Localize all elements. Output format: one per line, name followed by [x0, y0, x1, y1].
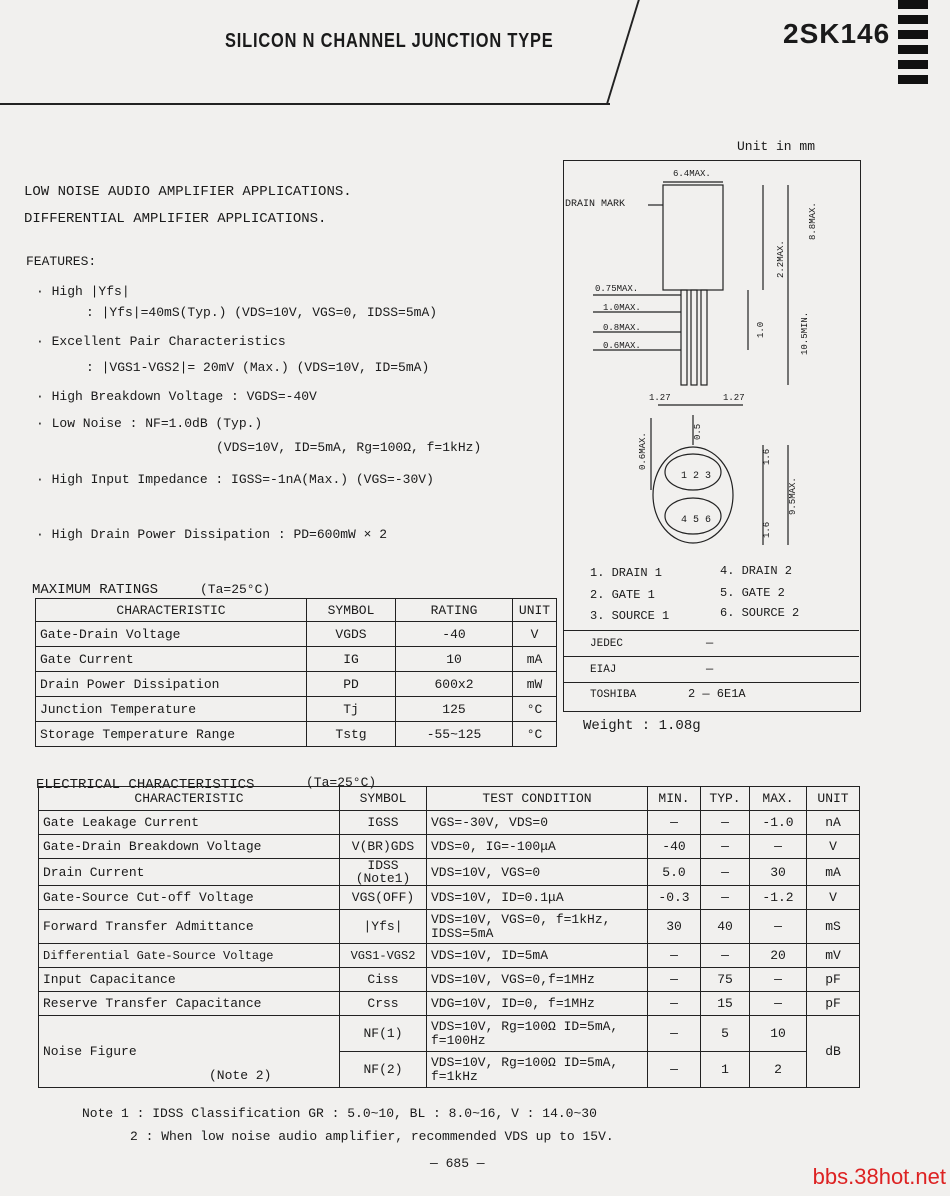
std-value: 2 — 6E1A	[688, 687, 746, 701]
table-row	[39, 886, 860, 910]
dim-pitch-b: 1.27	[723, 393, 745, 403]
cell: 30	[750, 859, 807, 886]
cell: VDG=10V, ID=0, f=1MHz	[427, 992, 648, 1016]
dim-95: 9.5MAX.	[788, 477, 798, 515]
index-tabs	[898, 0, 928, 90]
table-row	[36, 647, 557, 672]
cell: °C	[513, 722, 557, 747]
cell: VGS=-30V, VDS=0	[427, 811, 648, 835]
part-number: 2SK146	[783, 18, 891, 49]
table-row	[36, 622, 557, 647]
pins-bottom-label: 4 5 6	[681, 515, 712, 526]
table-row	[36, 697, 557, 722]
noise-figure-cell	[39, 1016, 340, 1088]
cell: VDS=0, IG=-100μA	[427, 835, 648, 859]
elec-condition: (Ta=25°C)	[306, 775, 377, 790]
cell: —	[648, 944, 701, 968]
header-cell: TEST CONDITION	[427, 787, 648, 811]
cell: —	[701, 859, 750, 886]
note-1: Note 1 : IDSS Classification GR : 5.0~10, BL : 8.0~16, V : 14.0~30	[82, 1106, 597, 1121]
bottom-view-outline	[653, 447, 733, 543]
max-ratings-title: MAXIMUM RATINGS	[32, 582, 159, 598]
cell: V	[807, 886, 860, 910]
dim-pitch-a: 1.27	[649, 393, 671, 403]
dim-16a: 1.6	[762, 448, 772, 465]
header-cell: TYP.	[701, 787, 750, 811]
cell: —	[750, 835, 807, 859]
cell: VGS1-VGS2	[340, 944, 427, 968]
header-cell: CHARACTERISTIC	[39, 787, 340, 811]
cell: 1	[701, 1052, 750, 1088]
lead-2	[691, 290, 697, 385]
pin-label: 2. GATE 1	[590, 588, 655, 602]
feature-item: : |Yfs|=40mS(Typ.) (VDS=10V, VGS=0, IDSS=5mA)	[86, 305, 438, 320]
dim-16b: 1.6	[762, 521, 772, 538]
application-line: DIFFERENTIAL AMPLIFIER APPLICATIONS.	[24, 211, 327, 227]
cell: NF(1)	[340, 1016, 427, 1052]
cell: —	[648, 811, 701, 835]
table-row	[39, 859, 860, 886]
cell: Storage Temperature Range	[36, 722, 307, 747]
cell: VDS=10V, ID=0.1μA	[427, 886, 648, 910]
cell: Ciss	[340, 968, 427, 992]
cell: Gate-Drain Breakdown Voltage	[39, 835, 340, 859]
cell: Gate-Drain Voltage	[36, 622, 307, 647]
cell: mV	[807, 944, 860, 968]
dim-05: 0.5	[693, 423, 703, 440]
cell: V	[513, 622, 557, 647]
cell: Crss	[340, 992, 427, 1016]
cell: -40	[648, 835, 701, 859]
cell: Drain Current	[39, 859, 340, 886]
elec-table	[38, 786, 860, 1088]
cell: 2	[750, 1052, 807, 1088]
cell: 20	[750, 944, 807, 968]
std-value: —	[706, 662, 714, 676]
pin-label: 5. GATE 2	[720, 586, 785, 600]
cell: Gate Current	[36, 647, 307, 672]
table-row	[36, 672, 557, 697]
pin-label: 3. SOURCE 1	[590, 609, 670, 623]
page-number: — 685 —	[430, 1156, 485, 1171]
dim-lead3: 0.8MAX.	[603, 323, 641, 333]
dim-lead4: 0.6MAX.	[603, 341, 641, 351]
cell: pF	[807, 968, 860, 992]
dim-lead2: 1.0MAX.	[603, 303, 641, 313]
watermark: bbs.38hot.net	[812, 1164, 946, 1189]
cell: mA	[807, 859, 860, 886]
pin-label: 6. SOURCE 2	[720, 606, 800, 620]
cell: Junction Temperature	[36, 697, 307, 722]
cell: 10	[396, 647, 513, 672]
std-value: —	[706, 636, 714, 650]
cell: mA	[513, 647, 557, 672]
elec-title: ELECTRICAL CHARACTERISTICS	[36, 777, 255, 793]
weight-label: Weight : 1.08g	[583, 718, 701, 734]
feature-item: · Low Noise : NF=1.0dB (Typ.)	[36, 416, 263, 431]
table-row	[39, 835, 860, 859]
cell: VDS=10V, VGS=0, f=1kHz, IDSS=5mA	[427, 910, 648, 944]
cell: VDS=10V, VGS=0	[427, 859, 648, 886]
cell: —	[701, 944, 750, 968]
table-row	[39, 944, 860, 968]
dim-lead-length: 10.5MIN.	[800, 311, 810, 355]
pin-label: 4. DRAIN 2	[720, 564, 793, 578]
header-cell: MAX.	[750, 787, 807, 811]
header-cell: UNIT	[807, 787, 860, 811]
cell: —	[701, 886, 750, 910]
cell: Gate Leakage Current	[39, 811, 340, 835]
cell: 600x2	[396, 672, 513, 697]
header-cell: SYMBOL	[307, 599, 396, 622]
dim-06: 0.6MAX.	[638, 432, 648, 470]
cell: 10	[750, 1016, 807, 1052]
cell: IDSS (Note1)	[340, 859, 427, 886]
note-2: 2 : When low noise audio amplifier, recommended VDS up to 15V.	[130, 1129, 614, 1144]
cell: —	[750, 910, 807, 944]
table-row	[39, 811, 860, 835]
dim-1: 1.0	[756, 321, 766, 338]
max-ratings-table	[35, 598, 557, 747]
cell: IG	[307, 647, 396, 672]
std-name: JEDEC	[590, 638, 624, 650]
header-cell: SYMBOL	[340, 787, 427, 811]
cell: Reserve Transfer Capacitance	[39, 992, 340, 1016]
cell: -1.2	[750, 886, 807, 910]
cell: mS	[807, 910, 860, 944]
cell: -55~125	[396, 722, 513, 747]
cell: —	[648, 1052, 701, 1088]
cell: °C	[513, 697, 557, 722]
cell: —	[701, 835, 750, 859]
cell: 75	[701, 968, 750, 992]
table-row	[39, 992, 860, 1016]
dim-top-height: 2.2MAX.	[776, 240, 786, 278]
cell: Input Capacitance	[39, 968, 340, 992]
cell: Gate-Source Cut-off Voltage	[39, 886, 340, 910]
cell: Tstg	[307, 722, 396, 747]
cell: —	[648, 992, 701, 1016]
cell: IGSS	[340, 811, 427, 835]
cell: 40	[701, 910, 750, 944]
application-line: LOW NOISE AUDIO AMPLIFIER APPLICATIONS.	[24, 184, 352, 200]
cell: NF(2)	[340, 1052, 427, 1088]
cell: mW	[513, 672, 557, 697]
cell: Tj	[307, 697, 396, 722]
feature-item: · High |Yfs|	[36, 284, 130, 299]
cell: dB	[807, 1016, 860, 1088]
std-name: TOSHIBA	[590, 689, 637, 701]
cell: |Yfs|	[340, 910, 427, 944]
lead-1	[681, 290, 687, 385]
pins-top-label: 1 2 3	[681, 471, 712, 482]
drain-mark-label: DRAIN MARK	[565, 199, 626, 210]
cell: pF	[807, 992, 860, 1016]
cell: VDS=10V, ID=5mA	[427, 944, 648, 968]
header-cell: RATING	[396, 599, 513, 622]
cell: V	[807, 835, 860, 859]
cell: -1.0	[750, 811, 807, 835]
cell: —	[750, 992, 807, 1016]
cell: Forward Transfer Admittance	[39, 910, 340, 944]
feature-item: · High Breakdown Voltage : VGDS=-40V	[36, 389, 317, 404]
cell: VGS(OFF)	[340, 886, 427, 910]
cell: PD	[307, 672, 396, 697]
feature-item: · High Input Impedance : IGSS=-1nA(Max.) (VGS=-30V)	[36, 472, 434, 487]
table-row	[39, 910, 860, 944]
cell: —	[750, 968, 807, 992]
page-title: SILICON N CHANNEL JUNCTION TYPE	[225, 30, 554, 52]
max-ratings-condition: (Ta=25°C)	[200, 582, 271, 597]
cell: nA	[807, 811, 860, 835]
header-cell: MIN.	[648, 787, 701, 811]
feature-item: (VDS=10V, ID=5mA, Rg=100Ω, f=1kHz)	[216, 440, 482, 455]
cell: VDS=10V, Rg=100Ω ID=5mA, f=100Hz	[427, 1016, 648, 1052]
cell: 15	[701, 992, 750, 1016]
feature-item: · High Drain Power Dissipation : PD=600mW × 2	[36, 527, 388, 542]
cell: -40	[396, 622, 513, 647]
package-body	[663, 185, 723, 290]
table-row	[36, 722, 557, 747]
cell: -0.3	[648, 886, 701, 910]
cell: 5	[701, 1016, 750, 1052]
feature-item: · Excellent Pair Characteristics	[36, 334, 286, 349]
feature-item: : |VGS1-VGS2|= 20mV (Max.) (VDS=10V, ID=5mA)	[86, 360, 430, 375]
header-cell: UNIT	[513, 599, 557, 622]
noise-figure-label: Noise Figure	[43, 1044, 137, 1059]
cell: VDS=10V, Rg=100Ω ID=5mA, f=1kHz	[427, 1052, 648, 1088]
cell: VDS=10V, VGS=0,f=1MHz	[427, 968, 648, 992]
noise-figure-note: (Note 2)	[209, 1068, 272, 1083]
cell: —	[701, 811, 750, 835]
header-cell: CHARACTERISTIC	[36, 599, 307, 622]
std-name: EIAJ	[590, 664, 617, 676]
package-drawing	[563, 160, 859, 570]
dim-lead1: 0.75MAX.	[595, 284, 639, 294]
table-row	[39, 1016, 860, 1052]
pin-label: 1. DRAIN 1	[590, 566, 663, 580]
cell: Differential Gate-Source Voltage	[39, 944, 340, 968]
cell: 5.0	[648, 859, 701, 886]
table-row	[39, 968, 860, 992]
cell: V(BR)GDS	[340, 835, 427, 859]
header-rule	[0, 103, 610, 105]
header-slant-rule	[606, 0, 640, 104]
cell: 30	[648, 910, 701, 944]
unit-label: Unit in mm	[737, 139, 816, 154]
features-heading: FEATURES:	[26, 254, 97, 269]
cell: —	[648, 968, 701, 992]
dim-body-height: 8.8MAX.	[808, 202, 818, 240]
cell: Drain Power Dissipation	[36, 672, 307, 697]
lead-3	[701, 290, 707, 385]
cell: —	[648, 1016, 701, 1052]
cell: VGDS	[307, 622, 396, 647]
dim-width: 6.4MAX.	[673, 169, 711, 179]
cell: 125	[396, 697, 513, 722]
